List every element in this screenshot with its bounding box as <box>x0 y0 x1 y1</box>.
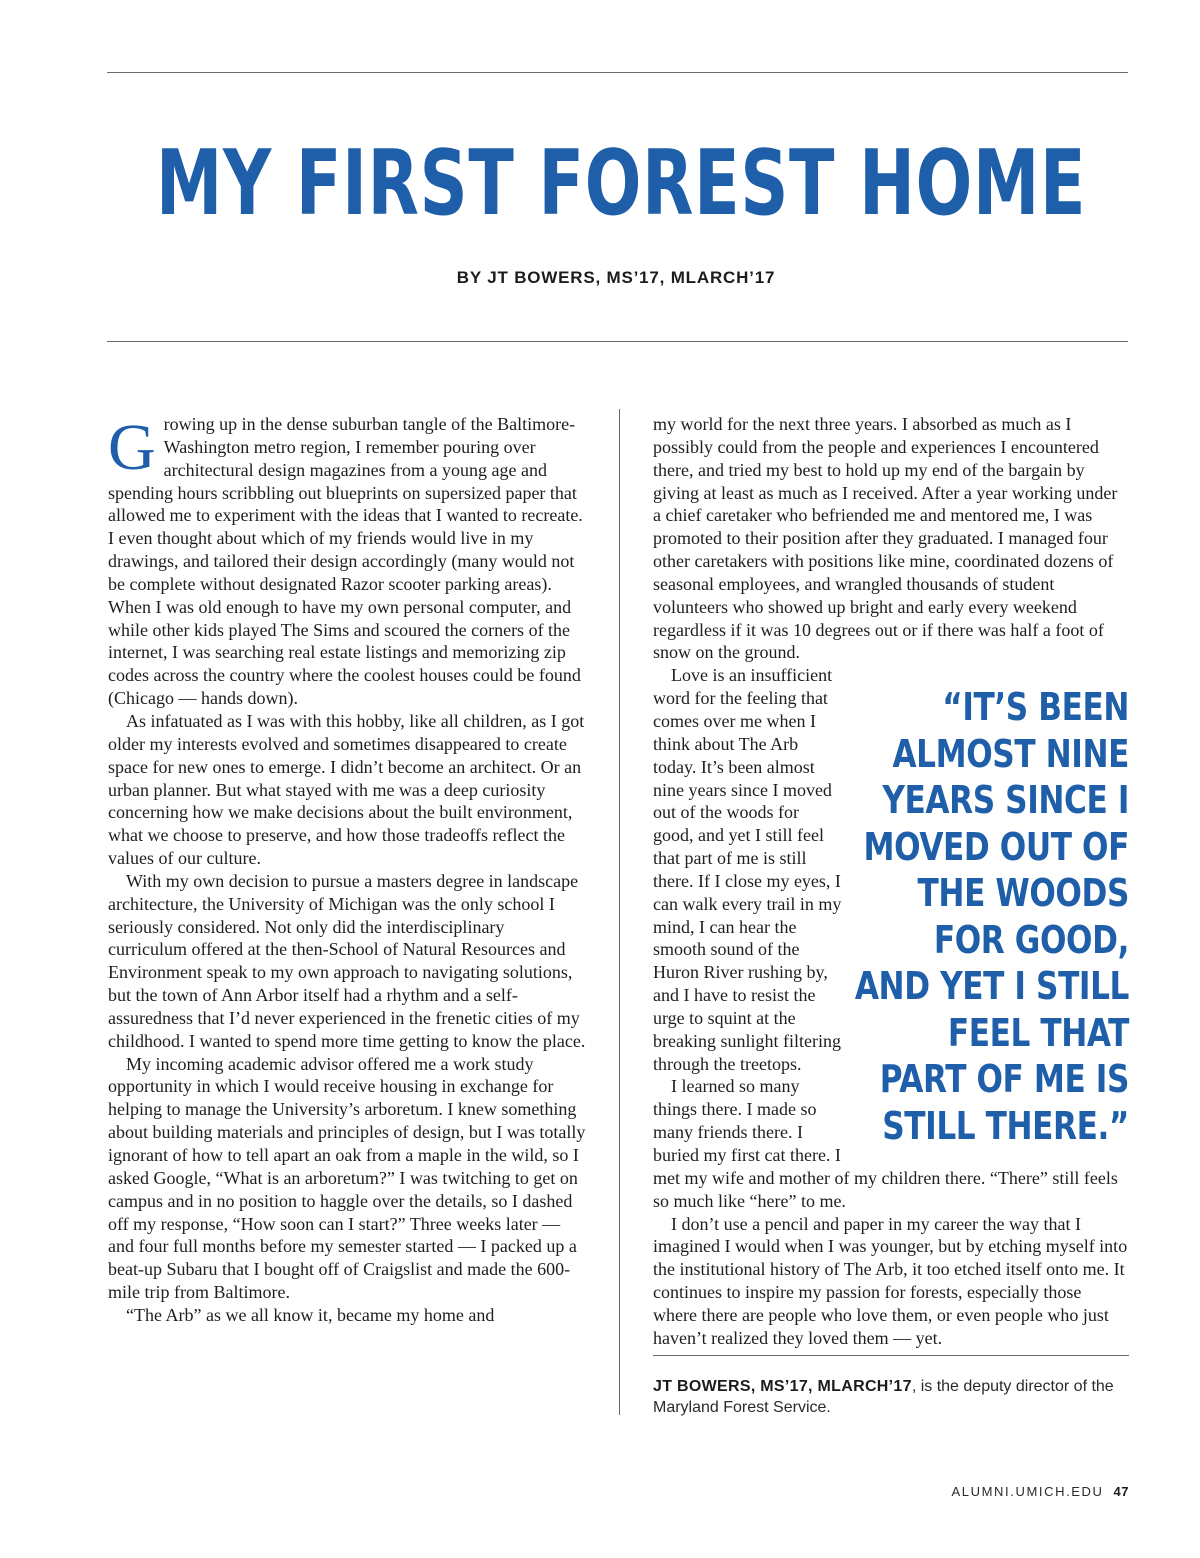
page-number: 47 <box>1113 1484 1129 1499</box>
paragraph: I learned so many things there. I made so many friends there. I buried my first cat there. I met my wife and mother of my children there. “There” still feels so much like “here” to me. <box>653 1076 1118 1211</box>
paragraph: With my own decision to pursue a masters degree in landscape architecture, the University of Michigan was the only school I seriously considered. Not only did the interdisciplinary curriculum offered at the then-School of Natural Resources and Environment speak to my own approach to navigating solutions, but the town of Ann Arbor itself had a rhythm and a self-assuredness that I’d never experienced in the frenetic cities of my childhood. I wanted to spend more time getting to know the place. <box>108 870 586 1051</box>
paragraph: As infatuated as I was with this hobby, like all children, as I got older my interests evolved and sometimes disappeared to create space for new ones to emerge. I didn’t become an architect. Or an urban planner. But what stayed with me was a deep curiosity concerning how we make decisions about the built environment, what we choose to preserve, and how those tradeoffs reflect the values of our culture. <box>108 710 585 869</box>
paragraph: “The Arb” as we all know it, became my home and <box>126 1304 495 1325</box>
paragraph-text: my world for the next three years. I absorbed as much as I possibly could from the people and experiences I encountered there, and tried my best to hold up my end of the bargain by giving at least as much as I received. After a year working under a chief caretaker who befriended me and mentored me, I was promoted to their position after they graduated. I managed four other caretakers with positions like mine, coordinated dozens of seasonal employees, and wrangled thousands of student volunteers who showed up bright and early every weekend regardless if it was 10 degrees out or if there was half a foot of snow on the ground. <box>653 414 1118 663</box>
right-column <box>653 413 1129 1350</box>
footer-site: ALUMNI.UMICH.EDU <box>951 1484 1104 1499</box>
paragraph: I don’t use a pencil and paper in my career the way that I imagined I would when I was younger, but by etching myself into the institutional history of The Arb, it too etched itself onto me. It continues to inspire my passion for forests, especially those where there are people who love them, or even people who just haven’t realized they loved them — yet. <box>653 1213 1128 1348</box>
left-column <box>108 413 586 1327</box>
pull-quote-text: “IT’S BEEN ALMOST NINE YEARS SINCE I MOVED OUT OF THE WOODS FOR GOOD, AND YET I STILL FEEL THAT PART OF ME IS STILL THERE.” <box>854 685 1129 1148</box>
column-divider <box>619 409 620 1415</box>
paragraph: Love is an insufficient word for the feeling that comes over me when I think about The Arb today. It’s been almost nine years since I moved out of the woods for good, and yet I still feel that part of me is still there. If I close my eyes, I can walk every trail in my mind, I can hear the smooth sound of the Huron River rushing by, and I have to resist the urge to squint at the breaking sunlight filtering through the treetops. <box>653 665 842 1074</box>
paragraph-text: rowing up in the dense suburban tangle of the Baltimore-Washington metro region, I remember pouring over architectural design magazines from a young age and spending hours scribbling out blueprints on supersized paper that allowed me to experiment with the ideas that I wanted to recreate. I even thought about which of my friends would live in my drawings, and tailored their design accordingly (many would not be complete without designated Razor scooter parking areas). When I was old enough to have my own personal computer, and while other kids played The Sims and scoured the corners of the internet, I was searching real estate listings and memorizing zip codes across the country where the coolest houses could be found (Chicago — hands down). <box>108 414 583 709</box>
top-rule <box>107 72 1128 73</box>
article-title: MY FIRST FOREST HOME <box>156 131 1087 236</box>
drop-cap: G <box>108 411 156 484</box>
bio-rule <box>653 1355 1129 1356</box>
author-bio <box>653 1376 1129 1418</box>
author-bio-text: , is the deputy director of the Maryland Forest Service. <box>653 1378 1114 1416</box>
author-name: JT BOWERS, MS’17, MLARCH’17 <box>653 1378 912 1395</box>
article-byline: BY JT BOWERS, MS’17, MLARCH’17 <box>456 268 776 287</box>
paragraph <box>108 413 586 710</box>
paragraph: My incoming academic advisor offered me a work study opportunity in which I would receive housing in exchange for helping to manage the University’s arboretum. I knew something about building materials and principles of design, but I was totally ignorant of how to tell apart an oak from a maple in the wild, so I asked Google, “What is an arboretum?” I was twitching to get on campus and in no position to haggle over the details, so I dashed off my response, “How soon can I start?” Three weeks later — and four full months before my semester started — I packed up a beat-up Subaru that I bought off of Craigslist and made the 600-mile trip from Baltimore. <box>108 1053 586 1303</box>
pull-quote <box>853 684 1129 1149</box>
page-footer <box>952 1484 1129 1499</box>
paragraph <box>653 413 1129 664</box>
header-rule <box>107 341 1128 342</box>
